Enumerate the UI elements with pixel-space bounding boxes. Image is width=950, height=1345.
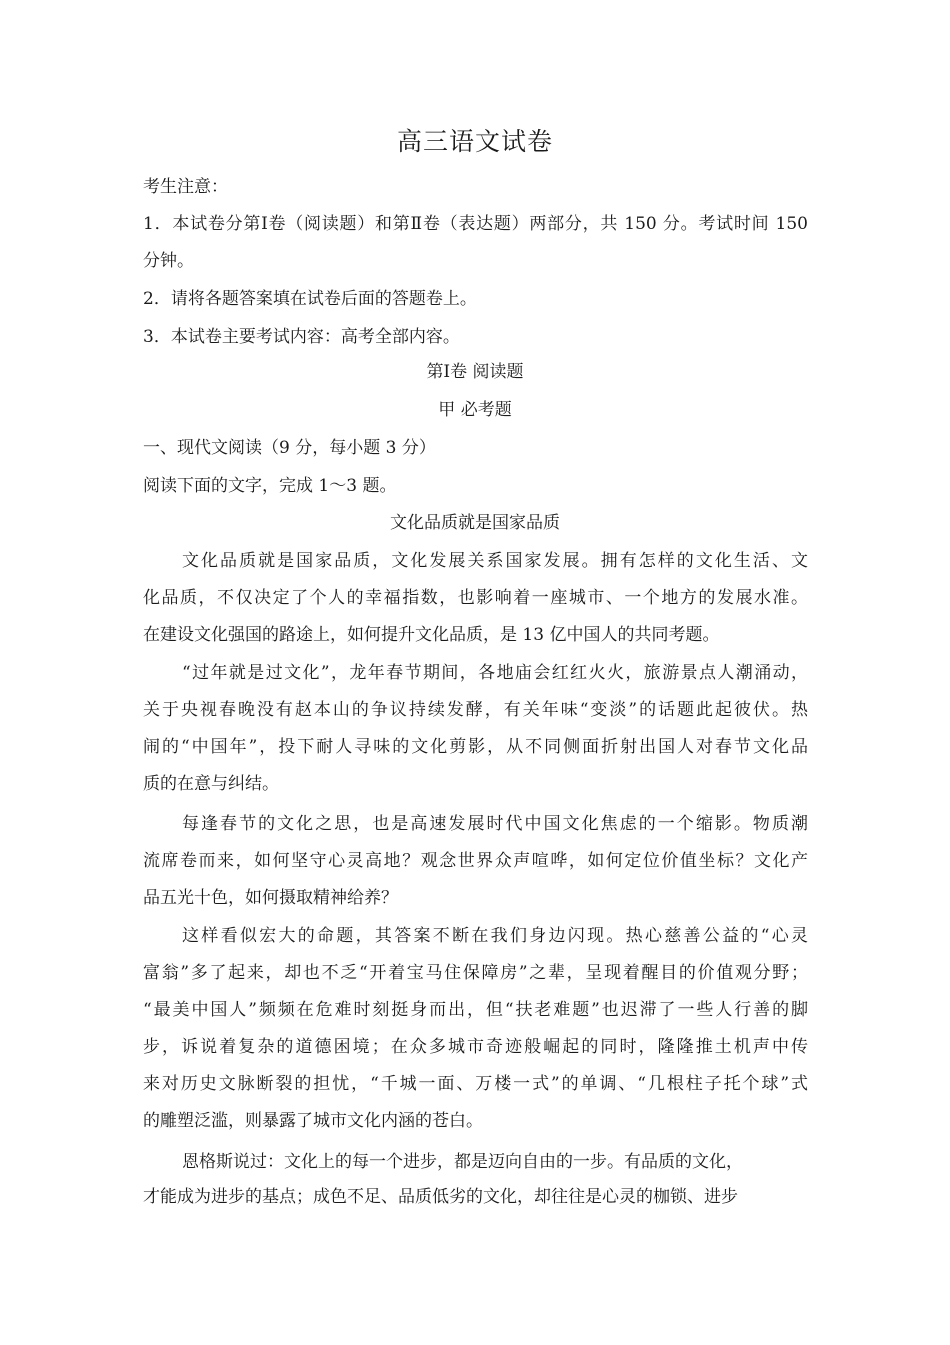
- paragraph-1-line-3: 在建设文化强国的路途上，如何提升文化品质，是 13 亿中国人的共同考题。: [143, 625, 720, 645]
- paragraph-2-line-2: 关于央视春晚没有赵本山的争议持续发酵，有关年味“变淡”的话题此起彼伏。热: [143, 700, 808, 720]
- exam-title: 高三语文试卷: [396, 127, 553, 156]
- notice-heading: 考生注意：: [143, 177, 228, 197]
- paragraph-2-line-4: 质的在意与纠结。: [143, 774, 279, 794]
- paragraph-2-line-3: 闹的“中国年”，投下耐人寻味的文化剪影，从不同侧面折射出国人对春节文化品: [143, 737, 808, 757]
- paragraph-3-line-2: 流席卷而来，如何坚守心灵高地？观念世界众声喧哗，如何定位价值坐标？文化产: [143, 851, 808, 871]
- question-instruction: 阅读下面的文字，完成 1～3 题。: [143, 476, 397, 496]
- notice-item-1: 1．本试卷分第Ⅰ卷（阅读题）和第Ⅱ卷（表达题）两部分，共 150 分。考试时间 150: [143, 214, 808, 234]
- part-title: 第Ⅰ卷 阅读题: [426, 362, 524, 382]
- paragraph-5-line-1: 恩格斯说过：文化上的每一个进步，都是迈向自由的一步。有品质的文化，: [182, 1152, 743, 1172]
- notice-item-3: 3．本试卷主要考试内容：高考全部内容。: [143, 327, 460, 347]
- paragraph-1-line-1: 文化品质就是国家品质，文化发展关系国家发展。拥有怎样的文化生活、文: [182, 551, 808, 571]
- paragraph-4-line-2: 富翁”多了起来，却也不乏“开着宝马住保障房”之辈，呈现着醒目的价值观分野；: [143, 963, 808, 983]
- paragraph-3-line-1: 每逢春节的文化之思，也是高速发展时代中国文化焦虑的一个缩影。物质潮: [182, 814, 808, 834]
- paragraph-4-line-4: 步，诉说着复杂的道德困境；在众多城市奇迹般崛起的同时，隆隆推土机声中传: [143, 1037, 808, 1057]
- question-heading: 一、现代文阅读（9 分，每小题 3 分）: [143, 438, 436, 458]
- paragraph-3-line-3: 品五光十色，如何摄取精神给养？: [143, 888, 398, 908]
- paragraph-4-line-3: “最美中国人”频频在危难时刻挺身而出，但“扶老难题”也迟滞了一些人行善的脚: [143, 1000, 808, 1020]
- paragraph-4-line-5: 来对历史文脉断裂的担忧，“千城一面、万楼一式”的单调、“几根柱子托个球”式: [143, 1074, 808, 1094]
- paragraph-4-line-6: 的雕塑泛滥，则暴露了城市文化内涵的苍白。: [143, 1111, 483, 1131]
- paragraph-2-line-1: “过年就是过文化”，龙年春节期间，各地庙会红红火火，旅游景点人潮涌动，: [182, 663, 808, 683]
- article-title: 文化品质就是国家品质: [390, 513, 560, 533]
- notice-item-1-cont: 分钟。: [143, 251, 194, 271]
- paragraph-1-line-2: 化品质，不仅决定了个人的幸福指数，也影响着一座城市、一个地方的发展水准。: [143, 588, 808, 608]
- section-title: 甲 必考题: [438, 400, 512, 420]
- paragraph-4-line-1: 这样看似宏大的命题，其答案不断在我们身边闪现。热心慈善公益的“心灵: [182, 926, 808, 946]
- notice-item-2: 2．请将各题答案填在试卷后面的答题卷上。: [143, 289, 477, 309]
- paragraph-5-line-2: 才能成为进步的基点；成色不足、品质低劣的文化，却往往是心灵的枷锁、进步: [143, 1187, 738, 1207]
